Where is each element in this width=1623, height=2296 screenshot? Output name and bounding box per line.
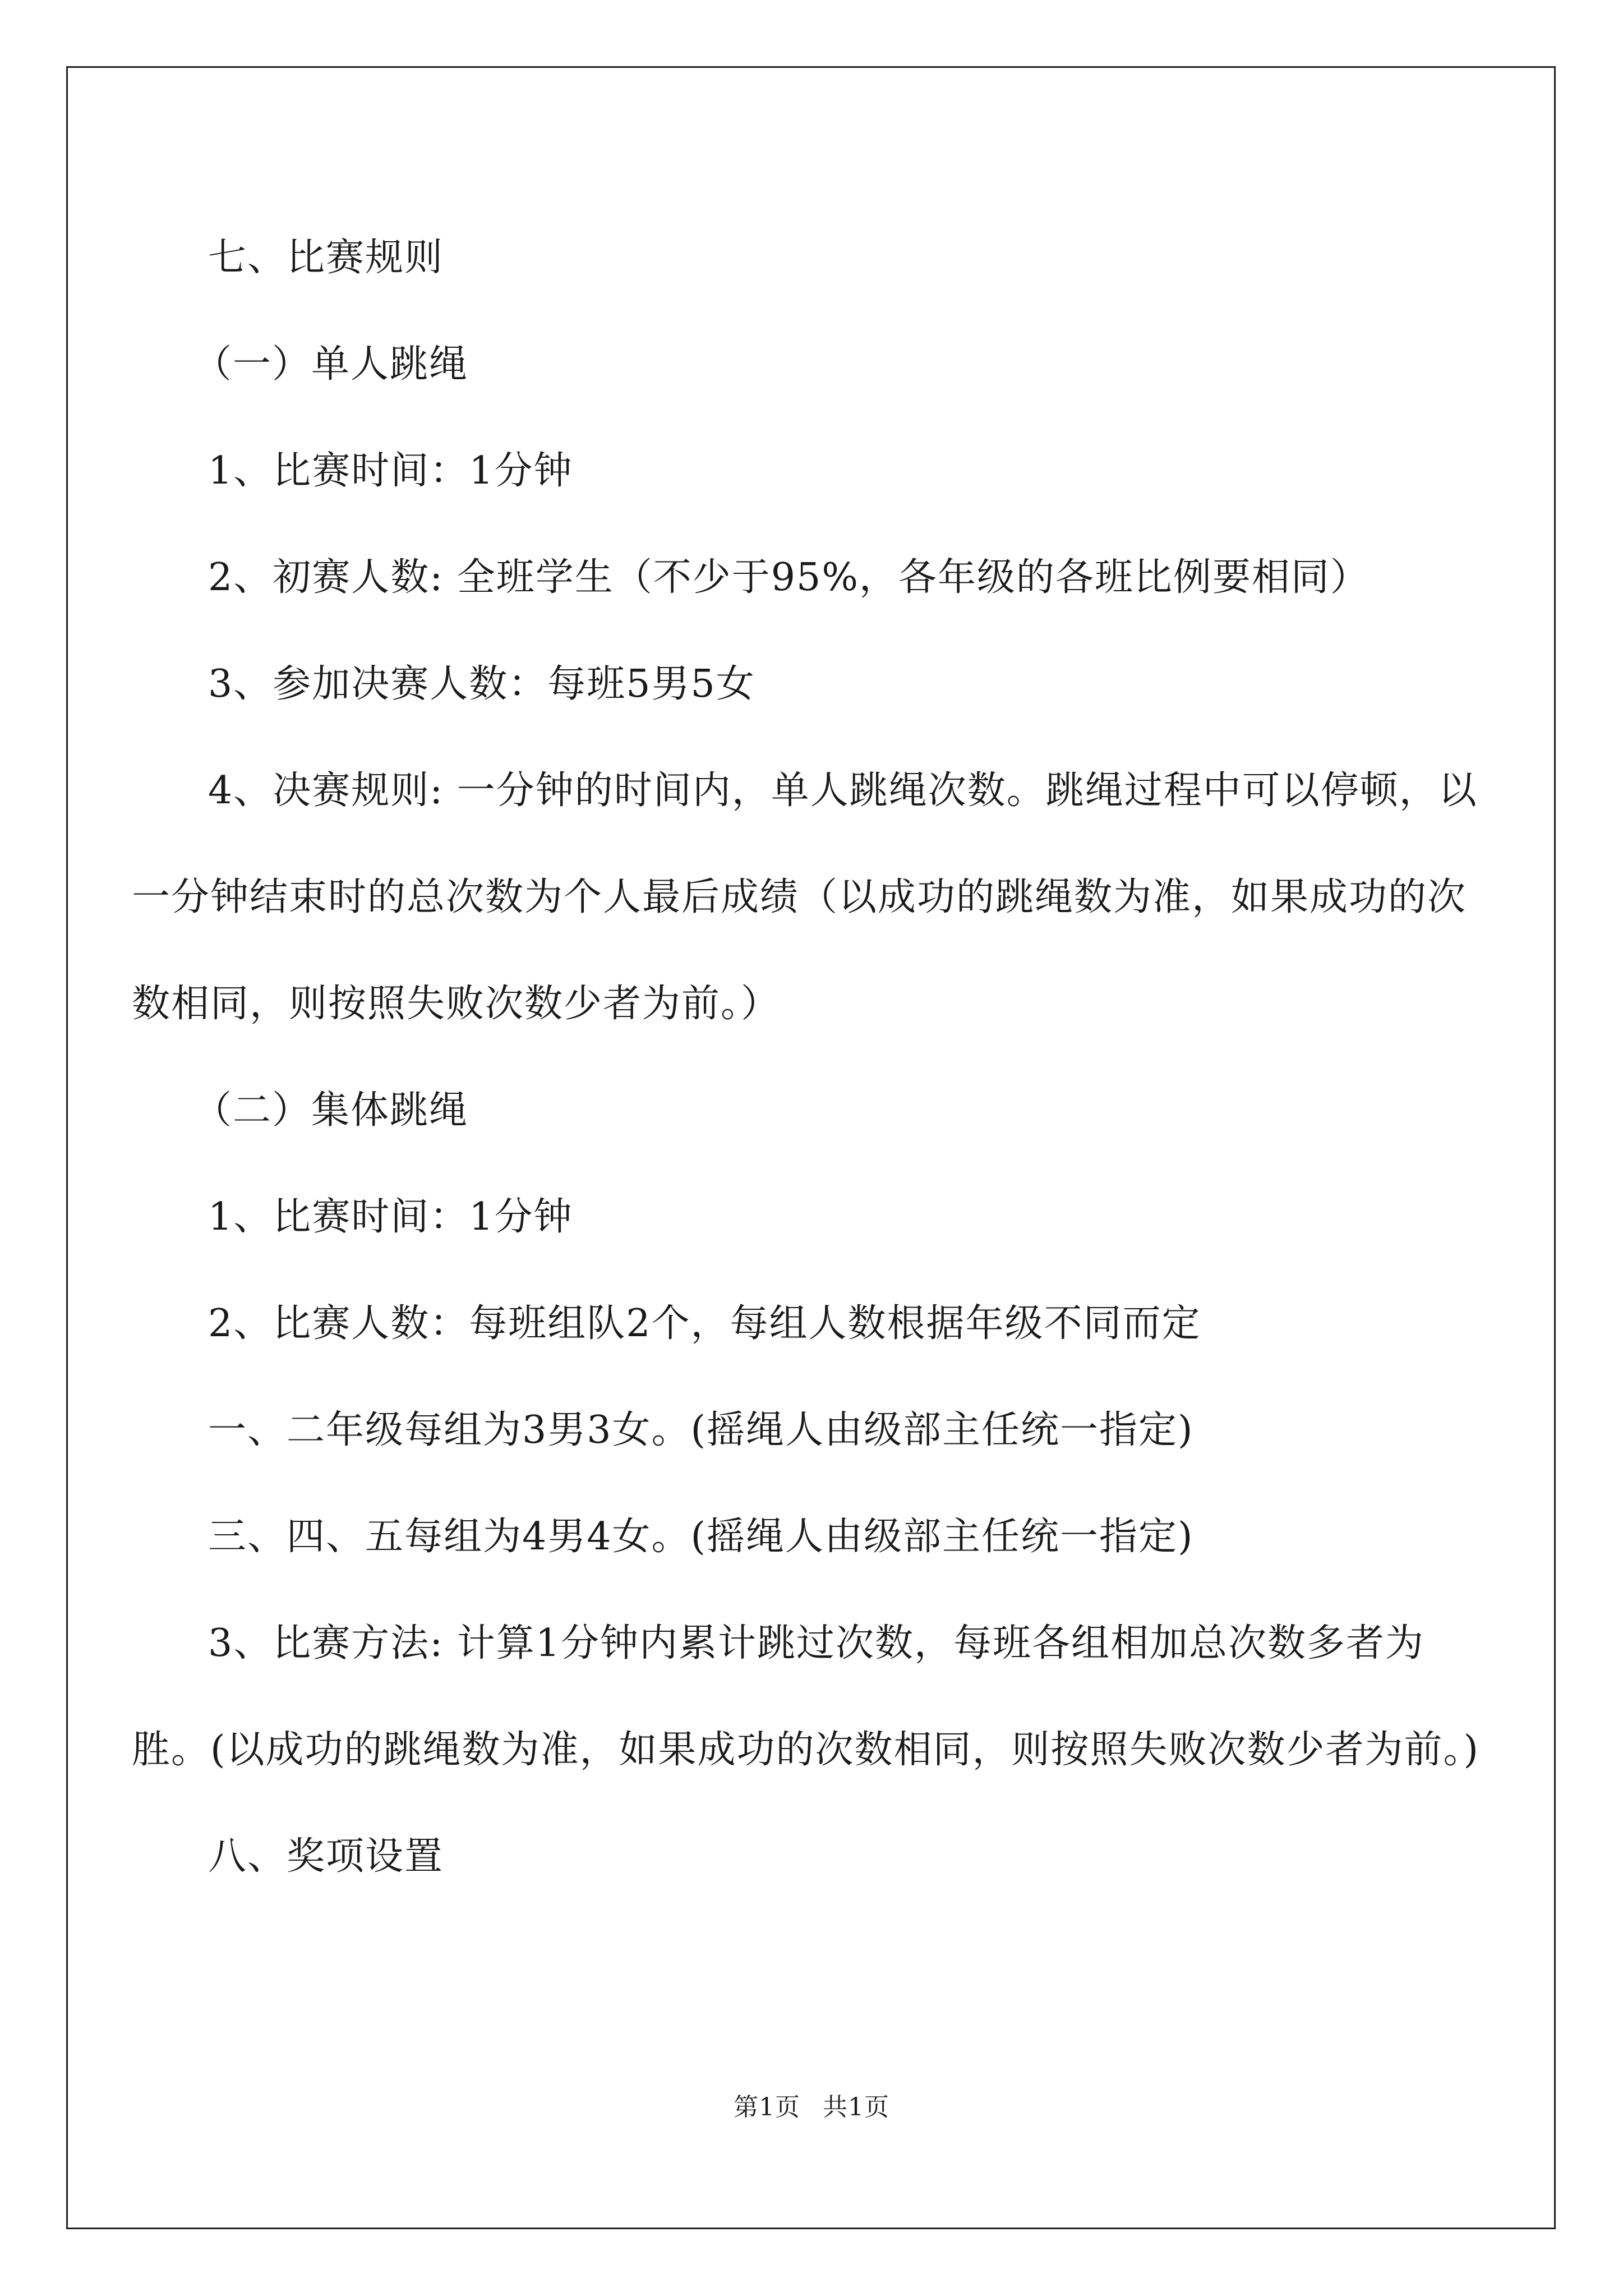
subsection-heading-single-rope: （一）单人跳绳 — [193, 342, 469, 386]
paragraph-final-rules: 4、决赛规则: 一分钟的时间内，单人跳绳次数。跳绳过程中可以停顿，以一分钟结束时的总次数为个人最后成绩（以成功的跳绳数为准，如果成功的次数相同，则按照失败次数少者为前。） — [132, 769, 1478, 1026]
paragraph-group-time: 1、比赛时间：1分钟 — [208, 1195, 573, 1239]
paragraph-preliminary-count: 2、初赛人数: 全班学生（不少于95%，各年级的各班比例要相同） — [208, 555, 1370, 600]
page-number: 第1页 — [734, 2093, 800, 2122]
section-heading-awards: 八、奖项设置 — [208, 1834, 444, 1879]
paragraph-group-count: 2、比赛人数：每班组队2个，每组人数根据年级不同而定 — [208, 1301, 1201, 1346]
page-footer — [0, 2087, 1623, 2123]
page-total: 共1页 — [823, 2093, 889, 2122]
paragraph-grade-1-2: 一、二年级每组为3男3女。(摇绳人由级部主任统一指定) — [208, 1408, 1194, 1452]
document-body — [132, 205, 1495, 1910]
paragraph-single-time: 1、比赛时间：1分钟 — [208, 449, 573, 493]
paragraph-final-count: 3、参加决赛人数：每班5男5女 — [208, 662, 755, 706]
paragraph-grade-3-5: 三、四、五每组为4男4女。(摇绳人由级部主任统一指定) — [208, 1515, 1194, 1559]
section-heading-rules: 七、比赛规则 — [208, 236, 444, 280]
paragraph-group-method: 3、比赛方法: 计算1分钟内累计跳过次数，每班各组相加总次数多者为胜。(以成功的跳绳数为准，如果成功的次数相同，则按照失败次数少者为前。) — [132, 1621, 1480, 1772]
subsection-heading-group-rope: （二）集体跳绳 — [193, 1088, 469, 1133]
